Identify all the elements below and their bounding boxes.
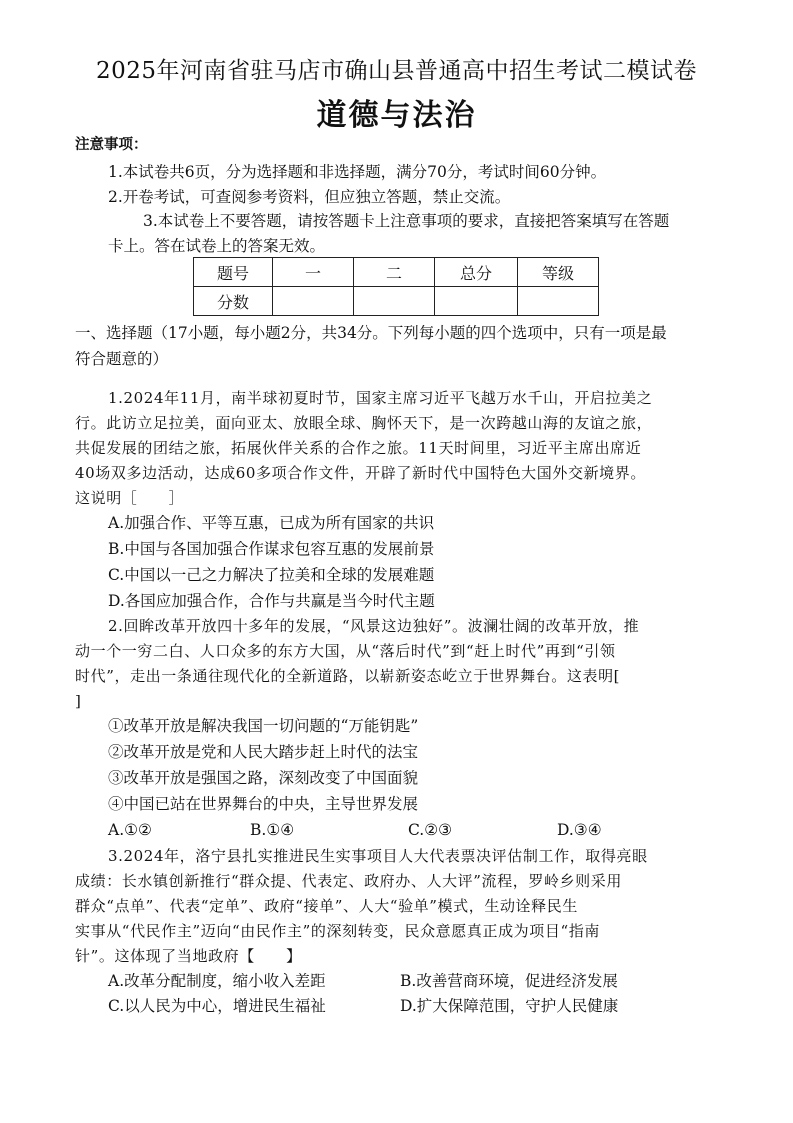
score-cell	[518, 287, 599, 316]
question-2-statement: ④中国已站在世界舞台的中央，主导世界发展	[108, 795, 419, 813]
table-cell: 分数	[194, 287, 273, 316]
notice-item: 3.本试卷上不要答题，请按答题卡上注意事项的要求，直接把答案填写在答题	[143, 212, 670, 230]
table-cell: 等级	[518, 258, 599, 287]
question-1-option-d: D.各国应加强合作，合作与共赢是当今时代主题	[108, 592, 435, 610]
question-3-stem: 群众“点单”、代表“定单”、政府“接单”、人大“验单”模式，生动诠释民生	[75, 897, 578, 915]
score-table-header-row	[194, 258, 599, 287]
score-cell	[273, 287, 354, 316]
question-2-stem: 2.回眸改革开放四十多年的发展，“风景这边独好”。波澜壮阔的改革开放，推	[108, 617, 640, 635]
table-cell: 二	[354, 258, 435, 287]
score-cell	[354, 287, 435, 316]
question-1-stem: 1.2024年11月，南半球初夏时节，国家主席习近平飞越万水千山，开启拉美之	[108, 389, 653, 407]
question-1-option-a: A.加强合作、平等互惠，已成为所有国家的共识	[108, 514, 435, 532]
question-3-stem: 成绩：长水镇创新推行“群众提、代表定、政府办、人大评”流程，罗岭乡则采用	[75, 872, 622, 890]
question-3-option-d: D.扩大保障范围，守护人民健康	[400, 997, 619, 1015]
question-1-stem: 行。此访立足拉美，面向亚太、放眼全球、胸怀天下，是一次跨越山海的友谊之旅，	[75, 414, 653, 432]
score-table-score-row	[194, 287, 599, 316]
exam-title: 2025年河南省驻马店市确山县普通高中招生考试二模试卷	[95, 58, 698, 84]
question-3-option-a: A.改革分配制度，缩小收入差距	[108, 972, 326, 990]
question-1-option-b: B.中国与各国加强合作谋求包容互惠的发展前景	[108, 540, 435, 558]
question-2-stem: ]	[75, 692, 82, 710]
notice-item: 1.本试卷共6页，分为选择题和非选择题，满分70分，考试时间60分钟。	[108, 163, 607, 181]
question-2-stem: 动一个一穷二白、人口众多的东方大国，从“落后时代”到“赶上时代”再到“引领	[75, 642, 616, 660]
notice-heading: 注意事项：	[75, 137, 148, 153]
question-3-stem: 3.2024年，洛宁县扎实推进民生实事项目人大代表票决评估制工作，取得亮眼	[108, 847, 648, 865]
question-2-option-d: D.③④	[557, 821, 602, 839]
subject-title: 道德与法治	[316, 98, 477, 133]
question-2-stem: 时代”，走出一条通往现代化的全新道路，以崭新姿态屹立于世界舞台。这表明[	[75, 667, 621, 685]
section-heading: 一、选择题（17小题，每小题2分，共34分。下列每小题的四个选项中，只有一项是最	[75, 324, 667, 342]
score-cell	[435, 287, 518, 316]
question-1-stem: 共促发展的团结之旅，拓展伙伴关系的合作之旅。11天时间里，习近平主席出席近	[75, 439, 642, 457]
question-2-option-b: B.①④	[250, 821, 295, 839]
question-1-option-c: C.中国以一己之力解决了拉美和全球的发展难题	[108, 566, 435, 584]
question-3-option-c: C.以人民为中心，增进民生福祉	[108, 997, 326, 1015]
question-3-option-b: B.改善营商环境，促进经济发展	[400, 972, 618, 990]
table-cell: 题号	[194, 258, 273, 287]
notice-item-continued: 卡上。答在试卷上的答案无效。	[108, 237, 326, 255]
table-cell: 总分	[435, 258, 518, 287]
section-heading-continued: 符合题意的）	[75, 350, 169, 368]
question-1-stem: 40场双多边活动，达成60多项合作文件，开辟了新时代中国特色大国外交新境界。	[75, 464, 646, 482]
score-table	[193, 257, 599, 316]
table-cell: 一	[273, 258, 354, 287]
question-2-option-a: A.①②	[108, 821, 152, 839]
question-3-stem: 针”。这体现了当地政府【 】	[75, 947, 302, 965]
question-2-option-c: C.②③	[408, 821, 453, 839]
question-2-statement: ③改革开放是强国之路，深刻改变了中国面貌	[108, 769, 419, 787]
notice-item: 2.开卷考试，可查阅参考资料，但应独立答题，禁止交流。	[108, 188, 511, 206]
question-2-statement: ②改革开放是党和人民大踏步赶上时代的法宝	[108, 743, 419, 761]
question-2-statement: ①改革开放是解决我国一切问题的“万能钥匙”	[108, 717, 419, 735]
question-1-stem: 这说明［ ］	[75, 489, 185, 507]
question-3-stem: 实事从“代民作主”迈向“由民作主”的深刻转变，民众意愿真正成为项目“指南	[75, 922, 600, 940]
